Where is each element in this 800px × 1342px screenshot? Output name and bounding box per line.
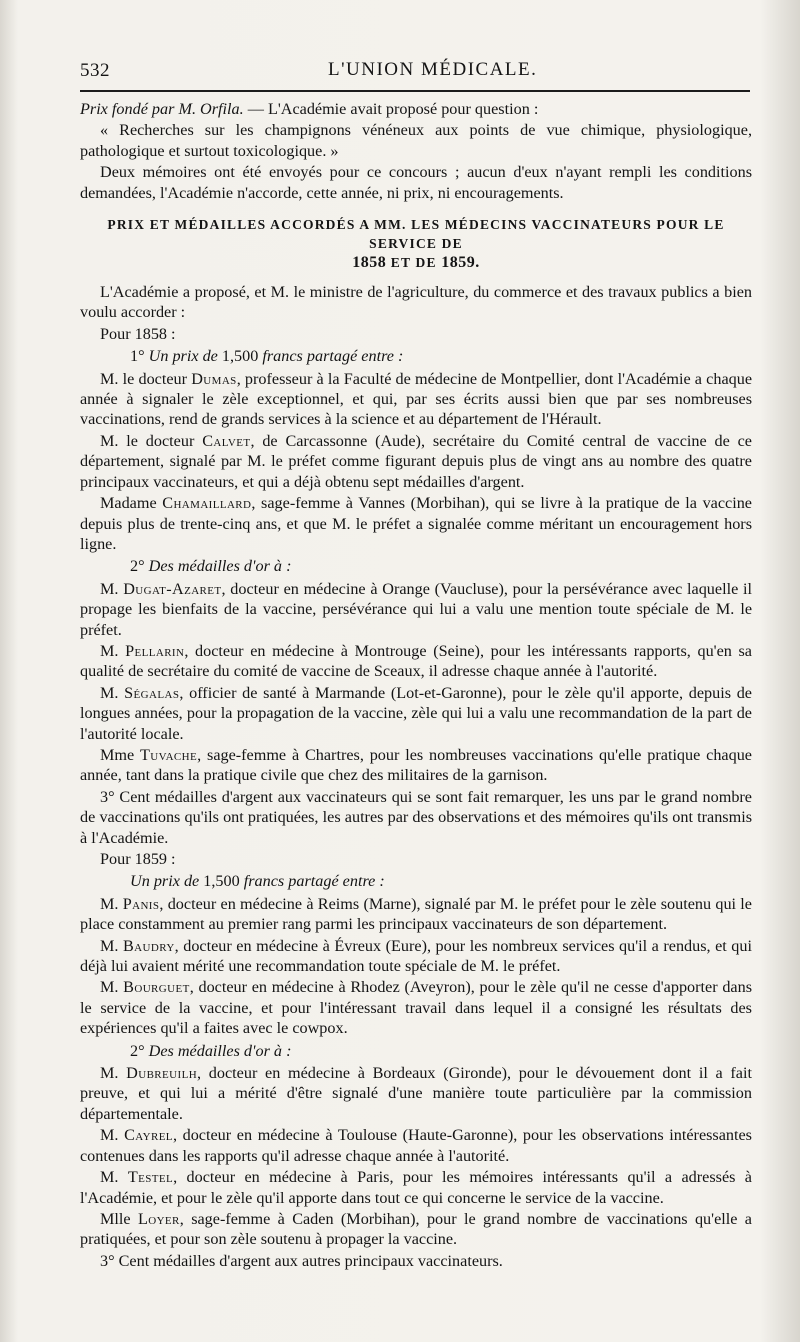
entry-text: , sage-femme à Caden (Morbihan), pour le grand nombre de vaccinations qu'elle a pratiquées, et pour son zèle soutenu à propager la vaccine. (80, 1209, 752, 1249)
award-entry (80, 977, 752, 1038)
entry-lead: M. (100, 1064, 127, 1083)
section-title-line: PRIX ET MÉDAILLES ACCORDÉS A MM. LES MÉDECINS VACCINATEURS POUR LE SERVICE DE (107, 217, 725, 252)
recipient-name: Bourguet (123, 978, 190, 997)
award-entry (80, 493, 752, 554)
entry-text: , docteur en médecine à Évreux (Eure), pour les nombreux services qu'il a rendus, et qui déjà lui avaient mérité une recommandation toute spéciale de M. le préfet. (80, 936, 752, 976)
entry-text: , docteur en médecine à Orange (Vaucluse), pour la persévérance avec laquelle il propage les bienfaits de la vaccine, persévérance qui lui a valu une mention toute spéciale de M. le préfet. (80, 579, 752, 639)
prix-1858-prefix: 1° (130, 347, 149, 366)
entry-lead: M. (100, 641, 126, 660)
entry-lead: M. (100, 579, 124, 598)
subhead-or-1859 (80, 1041, 752, 1061)
orfila-question: « Recherches sur les champignons vénéneux aux points de vue chimique, physiologique, pathologique et surtout toxicologique. » (80, 121, 752, 160)
subhead-or-1858 (80, 556, 752, 576)
entry-text: , docteur en médecine à Bordeaux (Gironde), pour le dévouement dont il a fait preuve, et qui lui a mérité d'être signalé d'une manière toute particulière par la commission départementale. (80, 1064, 752, 1123)
award-entry (80, 894, 752, 935)
subhead-pour-1859: Pour 1859 : (100, 850, 176, 868)
award-entry (80, 683, 752, 744)
award-entry (80, 579, 752, 640)
entries-1858-or (80, 579, 752, 786)
subhead-prix-1859 (80, 871, 752, 891)
award-entry (80, 1063, 752, 1124)
award-entry (80, 369, 752, 430)
entry-lead: M. (100, 683, 125, 702)
recipient-name: Chamaillard (162, 494, 252, 513)
entries-1859-or (80, 1063, 752, 1250)
recipient-name: Panis (122, 894, 160, 913)
intro-paragraph: L'Académie a proposé, et M. le ministre de l'agriculture, du commerce et des travaux publics a bien voulu accorder : (80, 283, 752, 322)
section-title-et: ET DE (386, 255, 442, 271)
recipient-name: Dumas (191, 369, 237, 388)
entry-lead: M. (100, 1126, 125, 1145)
prix-1859-amount: 1,500 (203, 872, 240, 891)
prix-1858-amount: 1,500 (221, 347, 259, 366)
recipient-name: Calvet (202, 431, 251, 450)
recipient-name: Pellarin (125, 641, 185, 660)
entry-lead: Mlle (100, 1209, 138, 1228)
or-1858-italic: Des médailles d'or à : (148, 557, 292, 576)
prix-1858-italic-a: Un prix de (148, 347, 222, 366)
subhead-pour-1858: Pour 1858 : (100, 324, 176, 343)
award-entry (80, 745, 752, 786)
entry-text: , docteur en médecine à Montrouge (Seine), pour les intéressants rapports, qu'en sa qualité de secrétaire du comité de vaccine de Sceaux, il adresse chaque année à l'autorité. (80, 641, 752, 681)
section-year-b: 1859. (441, 254, 480, 272)
entry-text: , docteur en médecine à Toulouse (Haute-Garonne), pour les observations intéressantes contenues dans les rapports qu'il adresse chaque année à l'autorité. (80, 1126, 752, 1165)
entries-1859-prix (80, 894, 752, 1039)
orfila-prize-name: Prix fondé par M. Orfila. (80, 100, 244, 118)
award-entry (80, 936, 752, 977)
recipient-name: Dubreuilh (126, 1064, 198, 1083)
award-entry (80, 1167, 752, 1208)
orfila-lead-rest: — L'Académie avait proposé pour question : (243, 100, 539, 118)
entry-text: , docteur en médecine à Paris, pour les mémoires intéressants qu'il a adressés à l'Académie, et pour le zèle qu'il apporte dans tout ce qui concerne le service de la vaccine. (80, 1168, 752, 1207)
entry-lead: Mme (100, 745, 141, 764)
entry-lead: M. (100, 1168, 128, 1187)
entry-text: , docteur en médecine à Reims (Marne), signalé par M. le préfet pour le zèle soutenu qui le place constamment au premier rang parmi les principaux vaccinateurs de son département. (80, 894, 752, 934)
argent-1859: 3° Cent médailles d'argent aux autres principaux vaccinateurs. (100, 1251, 503, 1270)
entry-text: , docteur en médecine à Rhodez (Aveyron), pour le zèle qu'il ne cesse d'apporter dans le service de la vaccine, et pour l'intéressant travail dans lequel il a consigné les résultats des expériences qu'il a faites avec le cowpox. (80, 978, 752, 1038)
argent-1858: 3° Cent médailles d'argent aux vaccinateurs qui se sont fait remarquer, les uns par le grand nombre de vaccinations qu'ils ont pratiquées, les autres par des observations et des mémoires qu'ils ont transmis à l'Académie. (80, 787, 752, 847)
section-year-a: 1858 (352, 254, 387, 272)
award-entry (80, 1209, 752, 1250)
entries-1858-prix (80, 369, 752, 555)
subhead-prix-1858 (80, 346, 752, 366)
page-body (80, 99, 752, 1272)
or-1858-prefix: 2° (130, 557, 149, 576)
prix-1858-italic-b: francs partagé entre : (258, 347, 404, 366)
entry-lead: M. (100, 936, 123, 955)
orfila-lead (80, 99, 752, 119)
recipient-name: Tuvache (140, 745, 198, 764)
page-header (80, 56, 748, 88)
prix-1859-italic-b: francs partagé entre : (239, 872, 385, 891)
page-number: 532 (80, 60, 110, 81)
recipient-name: Cayrel (124, 1126, 173, 1145)
recipient-name: Dugat-Azaret (123, 579, 222, 598)
recipient-name: Testel (127, 1168, 174, 1187)
or-1859-italic: Des médailles d'or à : (148, 1041, 292, 1060)
recipient-name: Loyer (137, 1209, 180, 1228)
prix-1859-italic-a: Un prix de (130, 872, 204, 891)
recipient-name: Ségalas (124, 683, 180, 702)
running-title: L'UNION MÉDICALE. (328, 59, 538, 80)
entry-lead: Madame (100, 494, 163, 513)
entry-lead: M. (100, 978, 124, 997)
or-1859-prefix: 2° (130, 1041, 149, 1060)
award-entry (80, 641, 752, 682)
entry-lead: M. le docteur (100, 431, 203, 450)
entry-text: , officier de santé à Marmande (Lot-et-Garonne), pour le zèle qu'il apporte, depuis de longues années, pour la propagation de la vaccine, zèle qui lui a valu une recommandation de la part de l'autorité locale. (80, 683, 752, 743)
award-entry (80, 431, 752, 492)
entry-text: , sage-femme à Chartres, pour les nombreuses vaccinations qu'elle pratique chaque année, tant dans la pratique civile que chez des militaires de la garnison. (80, 745, 752, 785)
entry-text: , de Carcassonne (Aude), secrétaire du Comité central de vaccine de ce département, signalé par M. le préfet comme figurant depuis plus de vingt ans au nombre des quatre principaux vaccinateurs, et qui a déjà obtenu sept médailles d'argent. (80, 431, 752, 491)
entry-lead: M. (100, 894, 123, 913)
recipient-name: Baudry (122, 936, 175, 955)
entry-lead: M. le docteur (100, 369, 192, 388)
section-title (80, 215, 752, 272)
entry-text: , professeur à la Faculté de médecine de Montpellier, dont l'Académie a chaque année à signaler le zèle exceptionnel, et qui, par ses écrits aussi bien que par ses nombreuses vaccinations, rend de grands services à la science et au département de l'Hérault. (80, 369, 753, 429)
entry-text: , sage-femme à Vannes (Morbihan), qui se livre à la pratique de la vaccine depuis plus de trente-cinq ans, et que M. le préfet a signalée comme méritant un encouragement hors ligne. (80, 494, 752, 553)
award-entry (80, 1125, 752, 1166)
orfila-result: Deux mémoires ont été envoyés pour ce concours ; aucun d'eux n'ayant rempli les conditions demandées, l'Académie n'accorde, cette année, ni prix, ni encouragements. (80, 163, 752, 202)
header-rule (80, 90, 750, 92)
